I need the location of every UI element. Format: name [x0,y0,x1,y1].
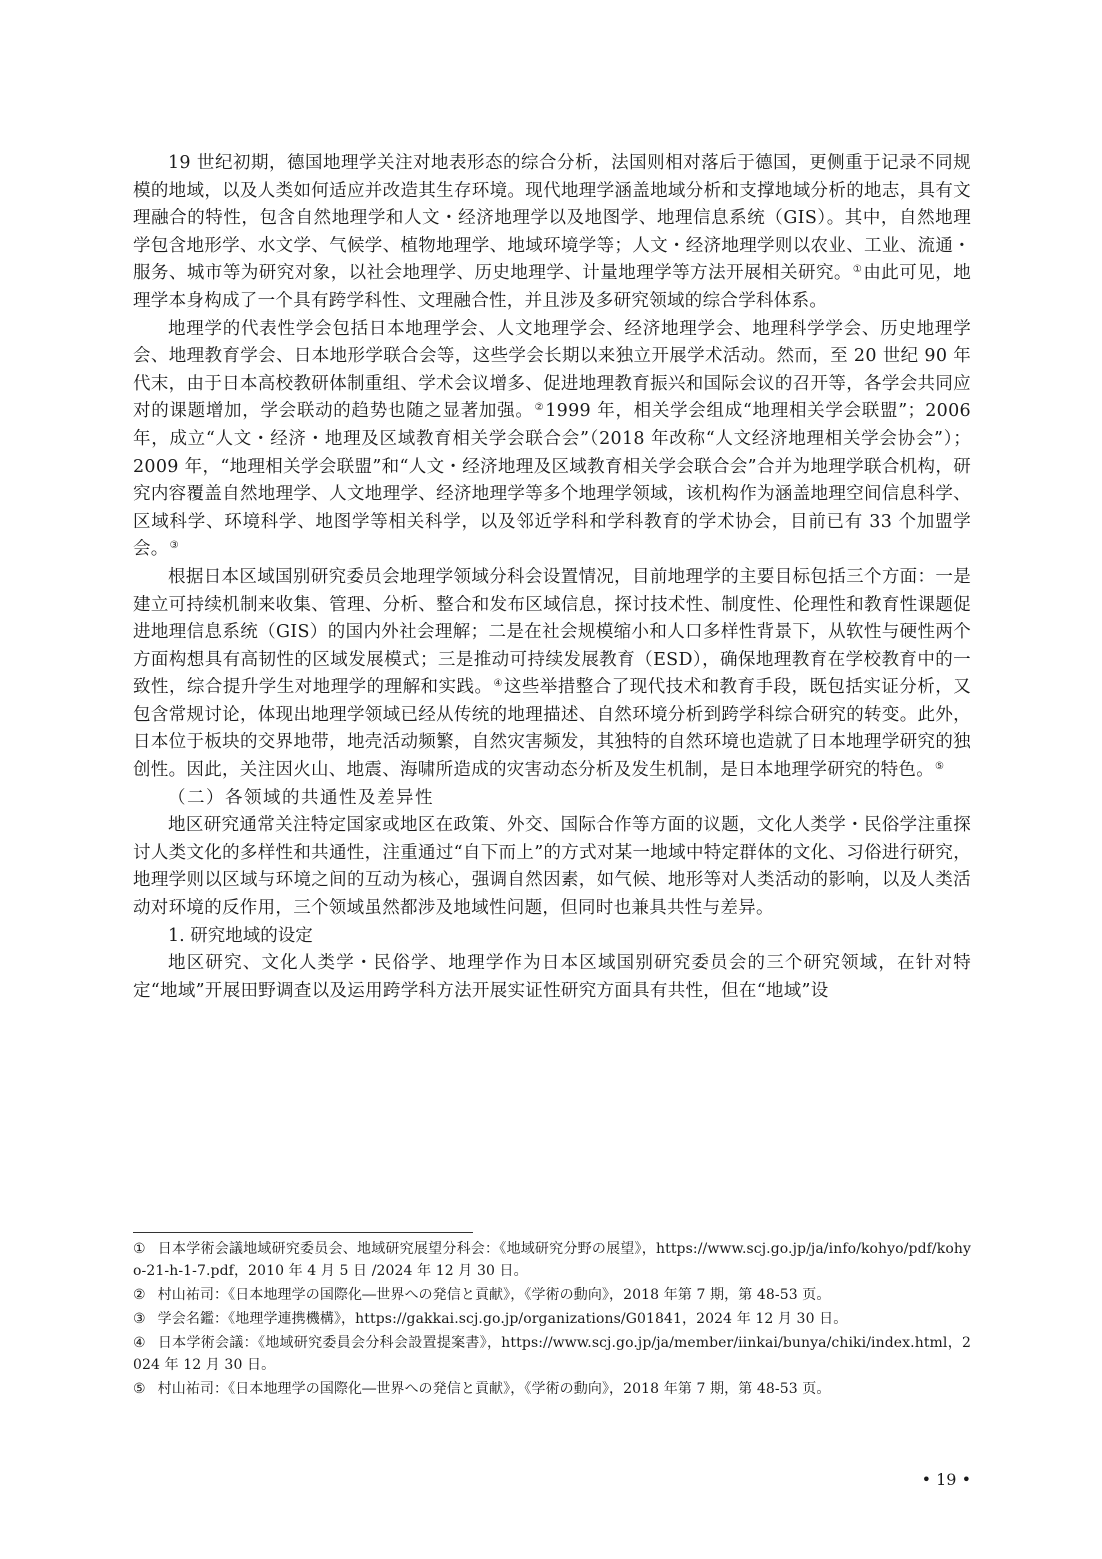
paragraph-text: 这些举措整合了现代技术和教育手段，既包括实证分析，又包含常规讨论，体现出地理学领域已经从传统的地理描述、自然环境分析到跨学科综合研究的转变。此外，日本位于板块的交界地带，地壳活动频繁，自然灾害频发，其独特的自然环境也造就了日本地理学研究的独创性。因此，关注因火山、地震、海啸所造成的灾害动态分析及发生机制，是日本地理学研究的特色。 [133,677,971,781]
footnote-5 [133,1378,971,1400]
paragraph-1 [133,150,971,316]
paragraph-text: 根据日本区域国别研究委员会地理学领域分科会设置情况，目前地理学的主要目标包括三个方面：一是建立可持续机制来收集、管理、分析、整合和发布区域信息，探讨技术性、制度性、伦理性和教育性课题促进地理信息系统（GIS）的国内外社会理解；二是在社会规模缩小和人口多样性背景下，从软性与硬性两个方面构想具有高韧性的区域发展模式；三是推动可持续发展教育（ESD），确保地理教育在学校教育中的一致性，综合提升学生对地理学的理解和实践。 [133,566,971,698]
footnote-4 [133,1332,971,1376]
footnote-ref-5[interactable]: ⑤ [935,761,945,773]
footnote-divider [133,1232,473,1233]
footnote-ref-3[interactable]: ③ [169,540,179,552]
main-body [133,150,971,1005]
footnote-mark: ② [133,1287,146,1303]
footnote-2 [133,1284,971,1306]
footnote-text: 学会名鑑：《地理学連携機構》，https://gakkai.scj.go.jp/organizations/G01841，2024 年 12 月 30 日。 [157,1311,848,1327]
footnote-mark: ③ [133,1311,146,1327]
footnote-mark: ⑤ [133,1381,146,1397]
paragraph-text: 1999 年，相关学会组成“地理相关学会联盟”；2006 年，成立“人文・经济・地理及区域教育相关学会联合会”（2018 年改称“人文经济地理相关学会协会”）；2009 年，“地理相关学会联盟”和“人文・经济地理及区域教育相关学会联合会”合并为地理学联合机构，研究内容覆盖自然地理学、人文地理学、经济地理学等多个地理学领域，该机构作为涵盖地理空间信息科学、区域科学、环境科学、地图学等相关科学，以及邻近学科和学科教育的学术协会，目前已有 33 个加盟学会。 [133,401,971,560]
paragraph-text: 地理学的代表性学会包括日本地理学会、人文地理学会、经济地理学会、地理科学学会、历史地理学会、地理教育学会、日本地形学联合会等，这些学会长期以来独立开展学术活动。然而，至 20 世纪 90 年代末，由于日本高校教研体制重组、学术会议增多、促进地理教育振兴和国际会议的召开等，各学会共同应对的课题增加，学会联动的趋势也随之显著加强。 [133,318,971,422]
footnote-text: 村山祐司：《日本地理学の国際化―世界への発信と貢献》，《学術の動向》，2018 年第 7 期，第 48-53 页。 [157,1381,831,1397]
paragraph-text: 19 世纪初期，德国地理学关注对地表形态的综合分析，法国则相对落后于德国，更侧重于记录不同规模的地域，以及人类如何适应并改造其生存环境。现代地理学涵盖地域分析和支撑地域分析的地志，具有文理融合的特性，包含自然地理学和人文・经济地理学以及地图学、地理信息系统（GIS）。其中，自然地理学包含地形学、水文学、气候学、植物地理学、地域环境学等；人文・经济地理学则以农业、工业、流通・服务、城市等为研究对象，以社会地理学、历史地理学、计量地理学等方法开展相关研究。 [133,153,971,284]
footnote-3 [133,1308,971,1330]
footnotes [133,1238,971,1402]
footnote-ref-1[interactable]: ① [852,264,863,276]
page-number: • 19 • [921,1470,971,1489]
footnote-ref-4[interactable]: ④ [493,678,503,690]
paragraph-2 [133,316,971,564]
footnote-text: 日本学術会議：《地域研究委員会分科会設置提案書》，https://www.scj.go.jp/ja/member/iinkai/bunya/chiki/index.html，2024 年 12 月 30 日。 [133,1335,972,1373]
footnote-ref-2[interactable]: ② [534,402,545,414]
footnote-text: 日本学術会議地域研究委员会、地域研究展望分科会：《地域研究分野の展望》，https://www.scj.go.jp/ja/info/kohyo/pdf/kohyo-21-h-1-7.pdf，2010 年 4 月 5 日 /2024 年 12 月 30 日。 [133,1241,971,1279]
footnote-mark: ④ [133,1335,146,1351]
paragraph-text: 由此可见，地理学本身构成了一个具有跨学科性、文理融合性，并且涉及多研究领域的综合学科体系。 [133,263,971,311]
subsection-heading: 1. 研究地域的设定 [168,925,313,946]
paragraph-5: 地区研究、文化人类学・民俗学、地理学作为日本区域国别研究委员会的三个研究领域，在针对特定“地域”开展田野调查以及运用跨学科方法开展实证性研究方面具有共性，但在“地域”设 [133,953,971,1001]
footnote-1 [133,1238,971,1282]
paragraph-4: 地区研究通常关注特定国家或地区在政策、外交、国际合作等方面的议题，文化人类学・民俗学注重探讨人类文化的多样性和共通性，注重通过“自下而上”的方式对某一地域中特定群体的文化、习俗进行研究，地理学则以区域与环境之间的互动为核心，强调自然因素，如气候、地形等对人类活动的影响，以及人类活动对环境的反作用，三个领域虽然都涉及地域性问题，但同时也兼具共性与差异。 [133,815,971,919]
footnote-mark: ① [133,1241,146,1257]
paragraph-3 [133,564,971,785]
section-heading: （二）各领域的共通性及差异性 [168,787,434,808]
footnote-text: 村山祐司：《日本地理学の国際化―世界への発信と貢献》，《学術の動向》，2018 年第 7 期，第 48-53 页。 [157,1287,831,1303]
